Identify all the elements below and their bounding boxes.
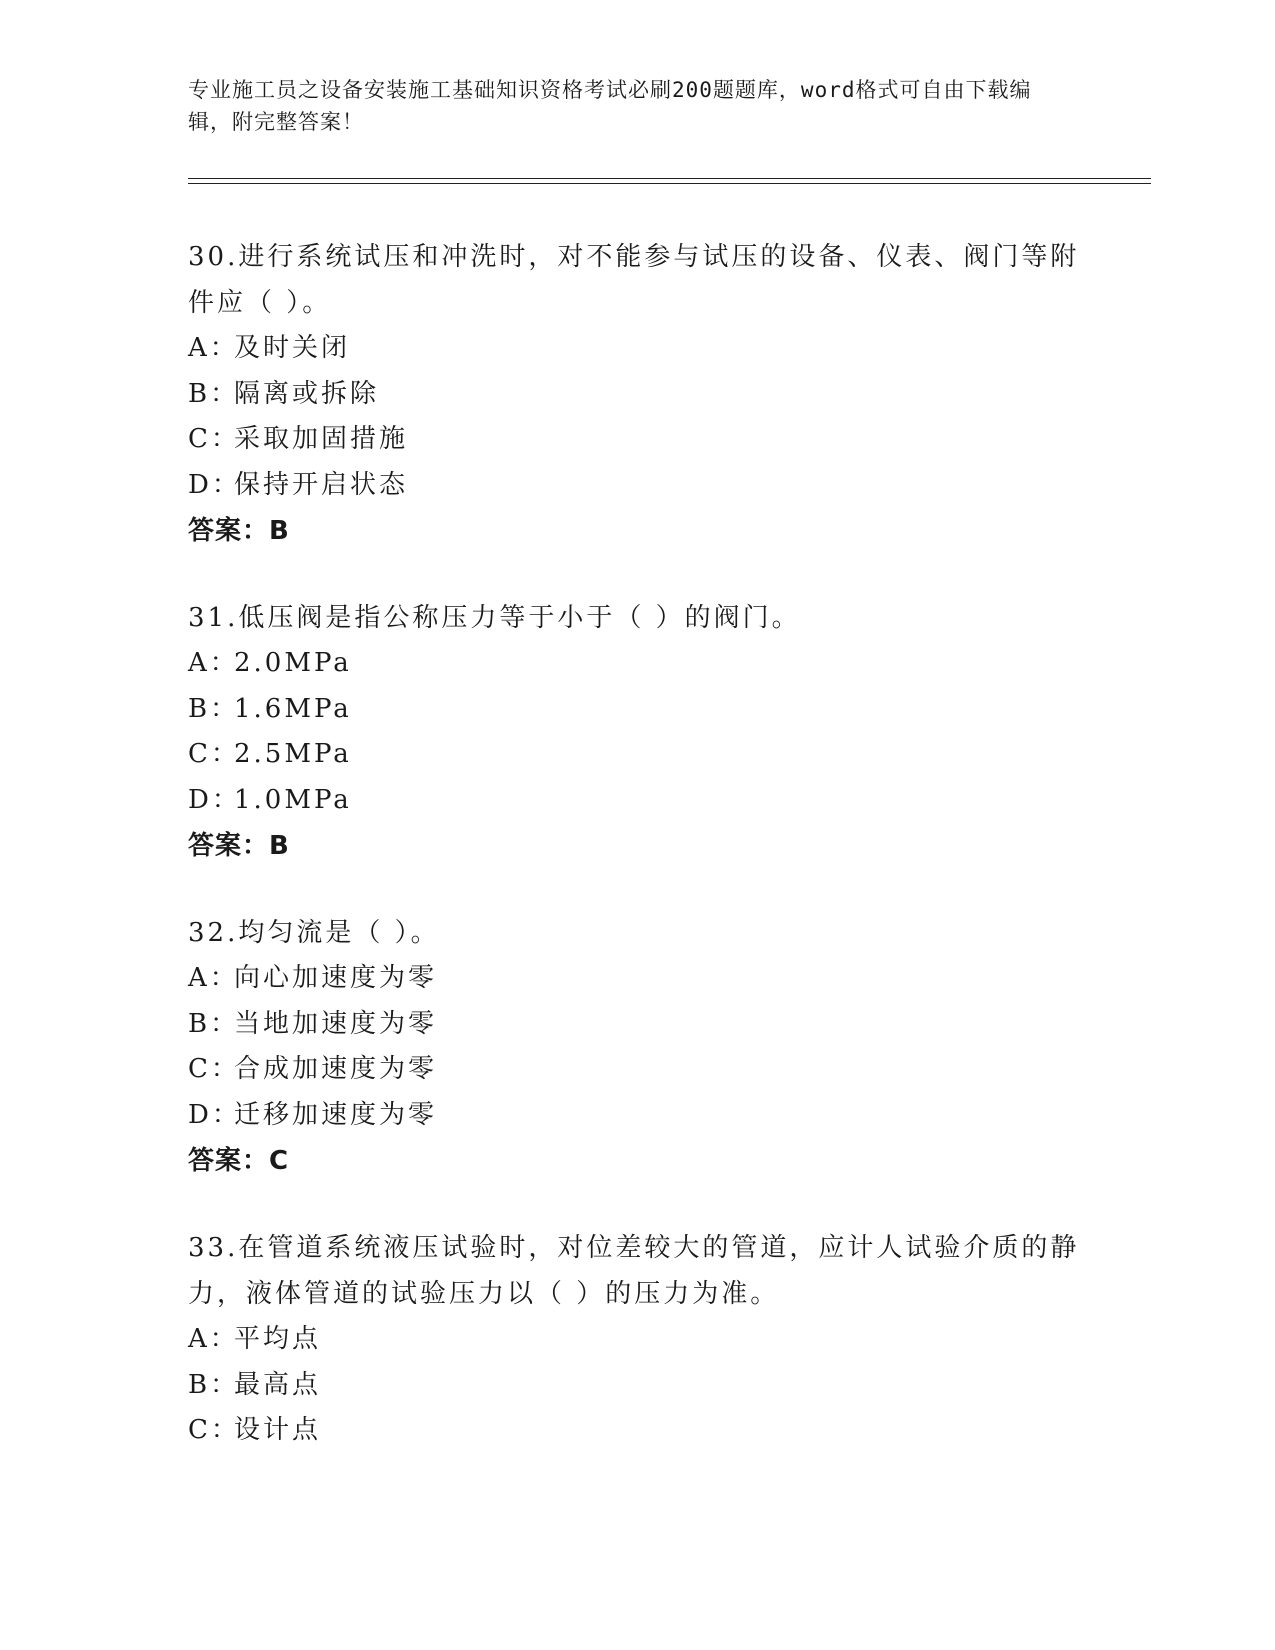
option-label: C： <box>188 424 240 454</box>
option-c <box>188 1047 1088 1093</box>
option-label: B： <box>188 1008 240 1039</box>
document-header-title: 专业施工员之设备安装施工基础知识资格考试必刷200题题库，word格式可自由下载编辑，附完整答案！ <box>188 78 1032 134</box>
header-divider-bottom <box>188 183 1151 184</box>
option-text: 合成加速度为零 <box>234 1054 438 1084</box>
option-text: 迁移加速度为零 <box>234 1099 438 1130</box>
question-list <box>188 234 1088 1495</box>
option-c <box>188 1408 1088 1454</box>
option-text: 采取加固措施 <box>234 424 409 454</box>
option-text: 1.0MPa <box>234 784 352 815</box>
option-text: 及时关闭 <box>234 333 351 363</box>
option-a <box>188 641 1088 687</box>
option-b <box>188 687 1088 733</box>
option-label: D： <box>188 784 241 815</box>
option-label: D： <box>188 1099 241 1130</box>
option-a <box>188 1317 1088 1363</box>
option-d <box>188 1093 1088 1139</box>
option-text: 设计点 <box>234 1415 322 1445</box>
option-label: B： <box>188 1369 240 1400</box>
question-33 <box>188 1225 1088 1454</box>
option-label: D： <box>188 469 241 500</box>
option-d <box>188 778 1088 824</box>
option-text: 1.6MPa <box>234 693 352 724</box>
option-label: B： <box>188 378 240 409</box>
option-b <box>188 372 1088 418</box>
option-text: 平均点 <box>234 1324 322 1354</box>
option-label: A： <box>188 963 239 993</box>
option-label: C： <box>188 1415 240 1445</box>
option-text: 向心加速度为零 <box>234 963 438 993</box>
question-32 <box>188 910 1088 1184</box>
question-31 <box>188 595 1088 869</box>
question-30 <box>188 234 1088 554</box>
question-text: 30.进行系统试压和冲洗时，对不能参与试压的设备、仪表、阀门等附件应（ ）。 <box>188 242 1080 318</box>
answer-line: 答案：C <box>188 1146 290 1176</box>
option-text: 2.5MPa <box>234 739 352 769</box>
option-a <box>188 956 1088 1002</box>
option-text: 2.0MPa <box>234 648 352 678</box>
header-divider-top <box>188 178 1151 179</box>
option-c <box>188 417 1088 463</box>
option-c <box>188 732 1088 778</box>
option-text: 当地加速度为零 <box>234 1008 438 1039</box>
question-text: 31.低压阀是指公称压力等于小于（ ）的阀门。 <box>188 603 801 633</box>
option-text: 最高点 <box>234 1369 322 1400</box>
option-label: C： <box>188 739 240 769</box>
option-d <box>188 463 1088 509</box>
option-label: B： <box>188 693 240 724</box>
option-label: C： <box>188 1054 240 1084</box>
option-b <box>188 1363 1088 1409</box>
question-text: 33.在管道系统液压试验时，对位差较大的管道，应计人试验介质的静力，液体管道的试验压力以（ ）的压力为准。 <box>188 1233 1080 1309</box>
option-text: 保持开启状态 <box>234 469 409 500</box>
answer-line: 答案：B <box>188 831 290 861</box>
option-label: A： <box>188 648 239 678</box>
option-b <box>188 1002 1088 1048</box>
option-text: 隔离或拆除 <box>234 378 380 409</box>
option-a <box>188 326 1088 372</box>
option-label: A： <box>188 1324 239 1354</box>
answer-line: 答案：B <box>188 516 290 546</box>
option-label: A： <box>188 333 239 363</box>
question-text: 32.均匀流是（ ）。 <box>188 918 440 948</box>
